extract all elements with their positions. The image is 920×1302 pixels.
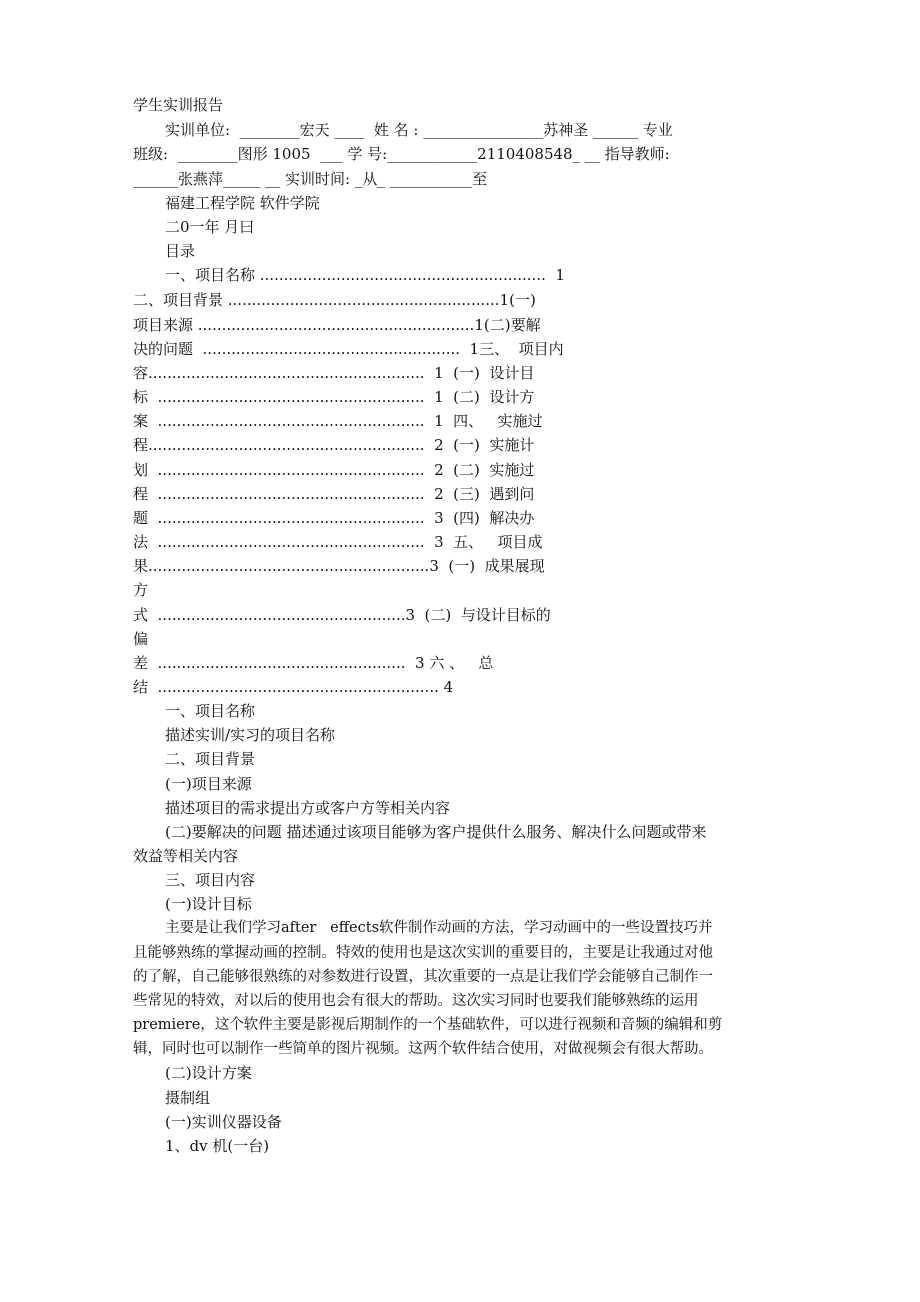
toc-line: 差 .................................................... 3 六 、 总 [133, 654, 494, 672]
section-3-sub-2: (二)设计方案 [165, 1064, 252, 1082]
section-1-text: 描述实训/实习的项目名称 [165, 726, 336, 744]
toc-line: 案 ........................................................ 1 四、 实施过 [133, 412, 543, 430]
toc-line: 法 ........................................................ 3 五、 项目成 [133, 533, 543, 551]
toc-line: 结 ........................................................... 4 [133, 678, 454, 696]
toc-line: 偏 [133, 630, 149, 648]
section-2-sub-1-text: 描述项目的需求提出方或客户方等相关内容 [165, 799, 451, 817]
section-1-title: 一、项目名称 [165, 702, 256, 720]
report-date: 二0一年 月曰 [165, 218, 255, 236]
section-3-title: 三、项目内容 [165, 871, 256, 889]
equipment-title: (一)实训仪器设备 [165, 1113, 282, 1131]
paragraph-line: 主要是让我们学习after effects软件制作动画的方法，学习动画中的一些设置技巧并 [165, 920, 713, 936]
toc-line: 容.......................................................... 1 (一) 设计目 [133, 364, 535, 382]
section-2-sub-2-line-1: (二)要解决的问题 描述通过该项目能够为客户提供什么服务、解决什么问题或带来 [165, 823, 707, 841]
toc-line: 决的问题 ...................................................... 1三、 项目内 [133, 340, 564, 358]
equipment-item: 1、dv 机(一台) [165, 1137, 270, 1155]
paragraph-line: 的了解，自己能够很熟练的对参数进行设置，其次重要的一点是让我们学会能够自己制作一 [133, 969, 713, 985]
toc-line: 题 ........................................................ 3 (四) 解决办 [133, 509, 535, 527]
toc-line: 方 [133, 581, 149, 599]
school-name: 福建工程学院 软件学院 [165, 194, 320, 212]
info-line-2: 班级: ________图形 1005 ___ 学 号:____________2110408548_ __ 指导教师: [133, 145, 670, 163]
info-line-1: 实训单位: ________宏天 ____ 姓 名 : ________________苏神圣 ______ 专业 [165, 121, 673, 139]
toc-line: 项目来源 ..........................................................1(二)要解 [133, 316, 541, 334]
paragraph-line: 且能够熟练的掌握动画的控制。特效的使用也是这次实训的重要目的，主要是让我通过对他 [133, 945, 713, 961]
paragraph-line: 辑，同时也可以制作一些简单的图片视频。这两个软件结合使用，对做视频会有很大帮助。 [133, 1041, 713, 1057]
toc-line: 划 ........................................................ 2 (二) 实施过 [133, 461, 535, 479]
toc-line: 标 ........................................................ 1 (二) 设计方 [133, 388, 535, 406]
section-2-sub-1: (一)项目来源 [165, 775, 252, 793]
section-2-sub-2-line-2: 效益等相关内容 [133, 847, 239, 865]
toc-line: 式 ....................................................3 (二) 与设计目标的 [133, 606, 551, 624]
group-label: 摄制组 [165, 1089, 211, 1107]
toc-line: 一、项目名称 ............................................................ 1 [165, 266, 565, 284]
toc-line: 程 ........................................................ 2 (三) 遇到问 [133, 485, 535, 503]
toc-line: 程.......................................................... 2 (一) 实施计 [133, 436, 535, 454]
section-2-title: 二、项目背景 [165, 750, 256, 768]
report-title: 学生实训报告 [133, 96, 224, 114]
toc-heading: 目录 [165, 242, 196, 260]
info-line-3: ______张燕萍_____ __ 实训时间: _从_ ___________至 [133, 170, 488, 188]
toc-line: 果...........................................................3 (一) 成果展现 [133, 557, 545, 575]
section-3-sub-1: (一)设计目标 [165, 895, 252, 913]
paragraph-line: premiere，这个软件主要是影视后期制作的一个基础软件，可以进行视频和音频的编辑和剪 [133, 1017, 723, 1033]
toc-line: 二、项目背景 .........................................................1(一) [133, 291, 536, 309]
paragraph-line: 些常见的特效，对以后的使用也会有很大的帮助。这次实习同时也要我们能够熟练的运用 [133, 993, 699, 1009]
